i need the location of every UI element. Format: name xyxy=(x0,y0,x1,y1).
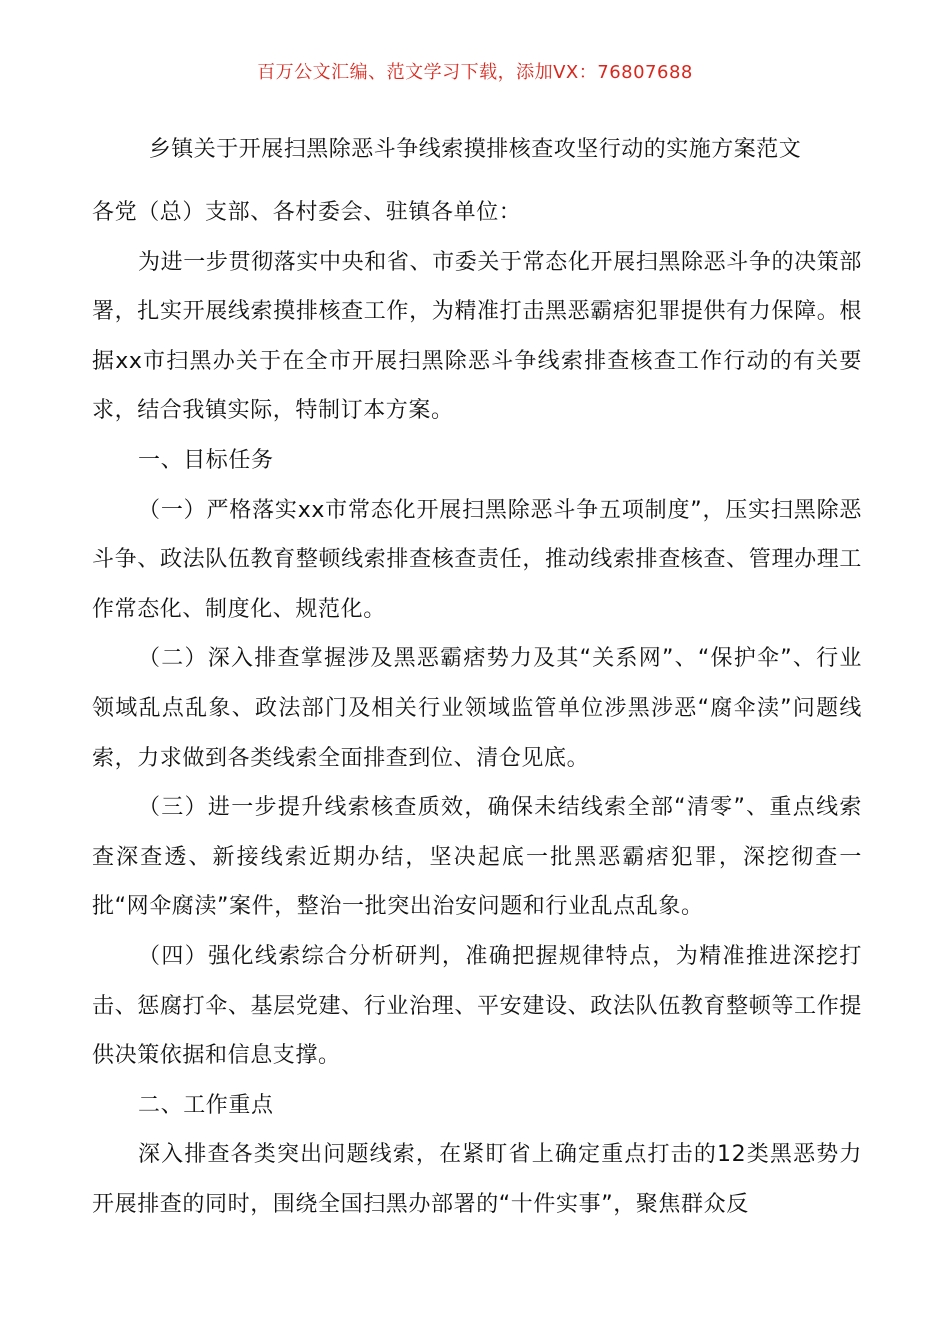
goal-item-4: （四）强化线索综合分析研判，准确把握规律特点，为精准推进深挖打击、惩腐打伞、基层党建、行业治理、平安建设、政法队伍教育整顿等工作提供决策依据和信息支撑。 xyxy=(92,943,862,1069)
goal-item-3: （三）进一步提升线索核查质效，确保未结线索全部“清零”、重点线索查深查透、新接线索近期办结，坚决起底一批黑恶霸痞犯罪，深挖彻查一批“网伞腐渎”案件，整治一批突出治安问题和行业乱点乱象。 xyxy=(92,795,862,920)
salutation: 各党（总）支部、各村委会、驻镇各单位： xyxy=(92,200,522,225)
document-body xyxy=(92,188,862,1229)
section-heading-focus: 二、工作重点 xyxy=(138,1092,274,1118)
intro-paragraph: 为进一步贯彻落实中央和省、市委关于常态化开展扫黑除恶斗争的决策部署，扎实开展线索摸排核查工作，为精准打击黑恶霸痞犯罪提供有力保障。根据xx市扫黑办关于在全市开展扫黑除恶斗争线索排查核查工作行动的有关要求，结合我镇实际，特制订本方案。 xyxy=(92,249,862,424)
document-title: 乡镇关于开展扫黑除恶斗争线索摸排核查攻坚行动的实施方案范文 xyxy=(148,137,802,162)
focus-paragraph: 深入排查各类突出问题线索，在紧盯省上确定重点打击的12类黑恶势力开展排查的同时，围绕全国扫黑办部署的“十件实事”，聚焦群众反 xyxy=(92,1142,862,1217)
goal-item-2: （二）深入排查掌握涉及黑恶霸痞势力及其“关系网”、“保护伞”、行业领域乱点乱象、政法部门及相关行业领域监管单位涉黑涉恶“腐伞渎”问题线索，力求做到各类线索全面排查到位、清仓见底。 xyxy=(92,646,862,771)
goal-item-1: （一）严格落实xx市常态化开展扫黑除恶斗争五项制度”，压实扫黑除恶斗争、政法队伍教育整顿线索排查核查责任，推动线索排查核查、管理办理工作常态化、制度化、规范化。 xyxy=(92,497,862,622)
section-heading-goals: 一、目标任务 xyxy=(138,447,274,473)
header-banner: 百万公文汇编、范文学习下载，添加VX：76807688 xyxy=(257,62,693,83)
